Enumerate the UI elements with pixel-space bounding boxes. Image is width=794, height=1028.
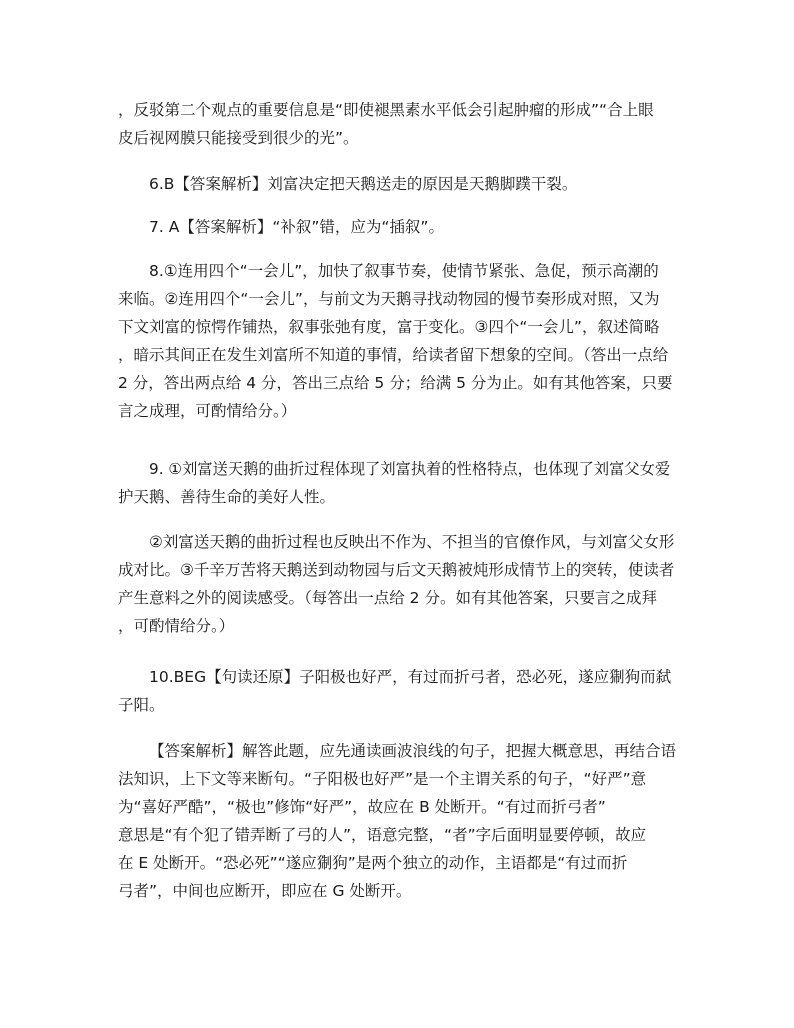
text-line: 8.①连用四个“一会儿”，加快了叙事节奏，使情节紧张、急促，预示高潮的	[149, 262, 659, 280]
text-line: 下文刘富的惊愕作铺热，叙事张弛有度，富于变化。③四个“一会儿”，叙述简略	[118, 318, 660, 336]
text-line: 成对比。③千辛万苦将天鹅送到动物园与后文天鹅被炖形成情节上的突转，使读者	[118, 561, 675, 579]
text-line: 7. A【答案解析】“补叙”错，应为“插叙”。	[149, 218, 444, 236]
text-line: ②刘富送天鹅的曲折过程也反映出不作为、不担当的官僚作风，与刘富父女形	[149, 533, 675, 551]
text-line: 为“喜好严酷”，“极也”修饰“好严”，故应在 B 处断开。“有过而折弓者”	[118, 798, 606, 816]
text-line: ，可酌情给分。）	[118, 617, 235, 635]
text-line: 9. ①刘富送天鹅的曲折过程体现了刘富执着的性格特点，也体现了刘富父女爱	[149, 460, 671, 478]
text-line: 子阳。	[118, 696, 165, 714]
text-line: 来临。②连用四个“一会儿”，与前文为天鹅寻找动物园的慢节奏形成对照，又为	[118, 290, 660, 308]
paragraph-answer-8	[118, 257, 678, 425]
text-line: 法知识，上下文等来断句。“子阳极也好严”是一个主谓关系的句子，“好严”意	[118, 770, 647, 788]
paragraph-answer-7	[118, 213, 678, 241]
text-line: 在 E 处断开。“恐必死”“遂应猘狗”是两个独立的动作，主语都是“有过而折	[118, 854, 628, 872]
text-line: 产生意料之外的阅读感受。（每答出一点给 2 分。如有其他答案，只要言之成拜	[118, 589, 657, 607]
paragraph-answer-10-explanation	[118, 737, 678, 905]
text-line: 6.B【答案解析】刘富决定把天鹅送走的原因是天鹅脚蹼干裂。	[149, 175, 578, 193]
text-line: 【答案解析】解答此题，应先通读画波浪线的句子，把握大概意思，再结合语	[149, 742, 677, 760]
paragraph-q5-continuation	[118, 96, 678, 152]
paragraph-answer-9	[118, 455, 678, 511]
text-line: 护天鹅、善待生命的美好人性。	[118, 488, 336, 506]
paragraph-answer-9-continued	[118, 528, 678, 640]
text-line: 意思是“有个犯了错弄断了弓的人”，语意完整，“者”字后面明显要停顿，故应	[118, 826, 647, 844]
text-line: 10.BEG【句读还原】子阳极也好严，有过而折弓者，恐必死，遂应猘狗而弑	[149, 668, 672, 686]
text-line: 2 分，答出两点给 4 分，答出三点给 5 分；给满 5 分为止。如有其他答案，只要	[118, 374, 673, 392]
paragraph-answer-6	[118, 170, 678, 198]
text-line: 皮后视网膜只能接受到很少的光”。	[118, 129, 359, 147]
paragraph-answer-10	[118, 663, 678, 719]
text-line: ，反驳第二个观点的重要信息是“即使褪黑素水平低会引起肿瘤的形成”“合上眼	[118, 101, 654, 119]
text-line: 言之成理，可酌情给分。）	[118, 402, 297, 420]
text-line: 弓者”，中间也应断开，即应在 G 处断开。	[118, 882, 412, 900]
text-line: ，暗示其间正在发生刘富所不知道的事情，给读者留下想象的空间。（答出一点给	[118, 346, 669, 364]
